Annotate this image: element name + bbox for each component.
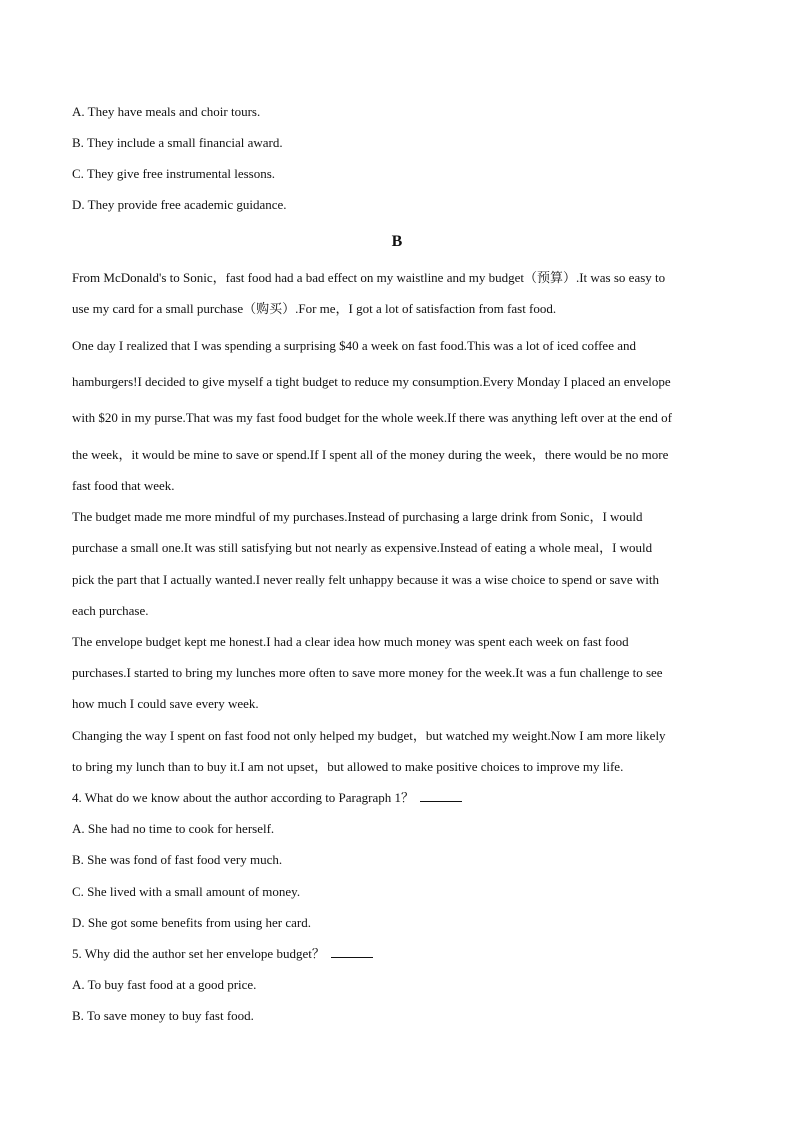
q5-option-a: A. To buy fast food at a good price.	[72, 977, 257, 992]
passage-line: the week，it would be mine to save or spend.If I spent all of the money during the week，there would be no more	[72, 447, 669, 462]
passage-line: The envelope budget kept me honest.I had a clear idea how much money was spent each week on fast food	[72, 634, 629, 649]
passage-line: One day I realized that I was spending a surprising $40 a week on fast food.This was a lot of iced coffee and	[72, 338, 636, 353]
q4-option-b: B. She was fond of fast food very much.	[72, 852, 283, 867]
passage-line: with $20 in my purse.That was my fast food budget for the whole week.If there was anything left over at the end of	[72, 410, 672, 425]
section-title: B	[391, 233, 403, 250]
q4-option-c: C. She lived with a small amount of money.	[72, 884, 301, 899]
passage-line: to bring my lunch than to buy it.I am not upset，but allowed to make positive choices to improve my life.	[72, 759, 624, 774]
passage-line: From McDonald's to Sonic，fast food had a bad effect on my waistline and my budget（预算）.It was so easy to	[72, 270, 666, 285]
answer-blank[interactable]	[420, 789, 462, 802]
question-4	[72, 789, 722, 807]
prev-option-a: A. They have meals and choir tours.	[72, 104, 261, 119]
prev-option-b: B. They include a small financial award.	[72, 135, 283, 150]
passage-line: each purchase.	[72, 603, 149, 618]
passage-line: fast food that week.	[72, 478, 175, 493]
passage-line: purchases.I started to bring my lunches more often to save more money for the week.It was a fun challenge to see	[72, 665, 663, 680]
q5-option-b: B. To save money to buy fast food.	[72, 1008, 254, 1023]
q4-option-a: A. She had no time to cook for herself.	[72, 821, 275, 836]
prev-option-c: C. They give free instrumental lessons.	[72, 166, 276, 181]
question-4-stem: 4. What do we know about the author according to Paragraph 1？	[72, 790, 414, 805]
passage-line: hamburgers!I decided to give myself a tight budget to reduce my consumption.Every Monday I placed an envelope	[72, 374, 671, 389]
passage-line: purchase a small one.It was still satisfying but not nearly as expensive.Instead of eating a whole meal，I would	[72, 540, 653, 555]
passage-line: use my card for a small purchase（购买）.For me，I got a lot of satisfaction from fast food.	[72, 301, 557, 316]
document-page	[72, 0, 722, 1123]
passage-line: how much I could save every week.	[72, 696, 259, 711]
prev-option-d: D. They provide free academic guidance.	[72, 197, 287, 212]
passage-line: The budget made me more mindful of my purchases.Instead of purchasing a large drink from Sonic，I would	[72, 509, 643, 524]
answer-blank[interactable]	[331, 945, 373, 958]
q4-option-d: D. She got some benefits from using her card.	[72, 915, 312, 930]
question-5	[72, 945, 722, 963]
passage-line: Changing the way I spent on fast food not only helped my budget，but watched my weight.Now I am more likely	[72, 728, 666, 743]
question-5-stem: 5. Why did the author set her envelope budget？	[72, 946, 325, 961]
passage-line: pick the part that I actually wanted.I never really felt unhappy because it was a wise choice to spend or save with	[72, 572, 659, 587]
